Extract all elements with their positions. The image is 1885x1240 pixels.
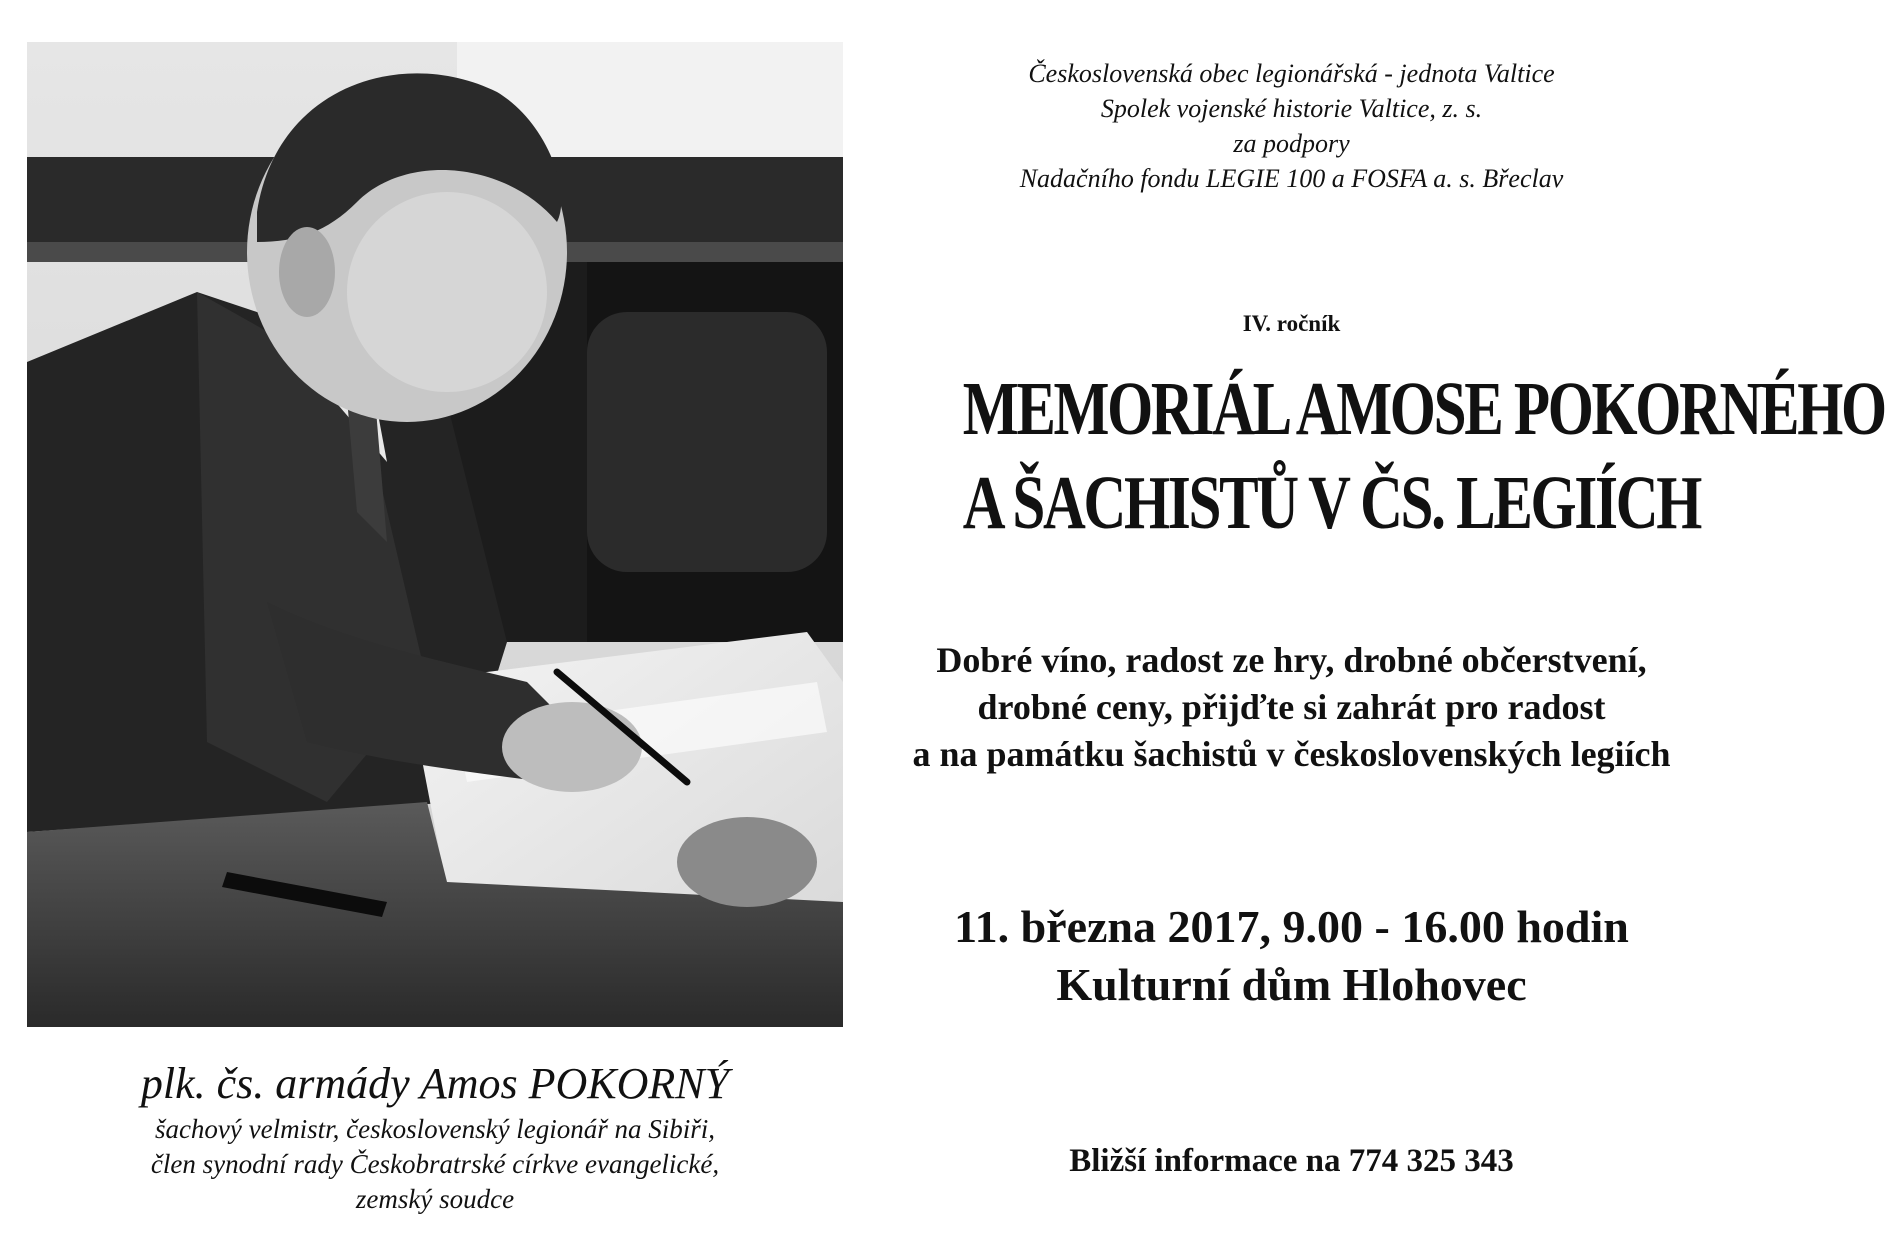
caption-line: zemský soudce	[355, 1184, 515, 1214]
title-line: MEMORIÁL AMOSE POKORNÉHO	[962, 367, 1885, 451]
contact-info: Bližší informace na 774 325 343	[1069, 1143, 1514, 1179]
caption-line: člen synodní rady Českobratrské církve evangelické,	[150, 1149, 720, 1179]
caption-name: plk. čs. armády Amos POKORNÝ	[140, 1059, 730, 1108]
event-title	[962, 362, 1885, 550]
organizers-block	[870, 56, 1713, 196]
edition-label: IV. ročník	[1242, 311, 1341, 336]
title-line: A ŠACHISTŮ V ČS. LEGIÍCH	[962, 461, 1701, 545]
portrait-illustration	[27, 42, 843, 1027]
organizer-line: Československá obec legionářská - jednota Valtice	[1028, 59, 1555, 88]
caption-description	[27, 1112, 843, 1217]
event-details	[870, 898, 1713, 1014]
organizer-line: Nadačního fondu LEGIE 100 a FOSFA a. s. Břeclav	[1019, 164, 1564, 193]
caption-line: šachový velmistr, československý legionář na Sibiři,	[154, 1114, 716, 1144]
event-tagline	[870, 637, 1713, 778]
tagline-line: drobné ceny, přijďte si zahrát pro radost	[977, 687, 1606, 727]
organizer-line: za podpory	[1233, 129, 1350, 158]
event-venue: Kulturní dům Hlohovec	[1056, 959, 1527, 1010]
tagline-line: Dobré víno, radost ze hry, drobné občerstvení,	[936, 640, 1647, 680]
photo-caption	[27, 1060, 843, 1217]
portrait-photo	[27, 42, 843, 1027]
organizer-line: Spolek vojenské historie Valtice, z. s.	[1100, 94, 1483, 123]
tagline-line: a na památku šachistů v československých legiích	[912, 734, 1671, 774]
event-datetime: 11. března 2017, 9.00 - 16.00 hodin	[954, 901, 1629, 952]
